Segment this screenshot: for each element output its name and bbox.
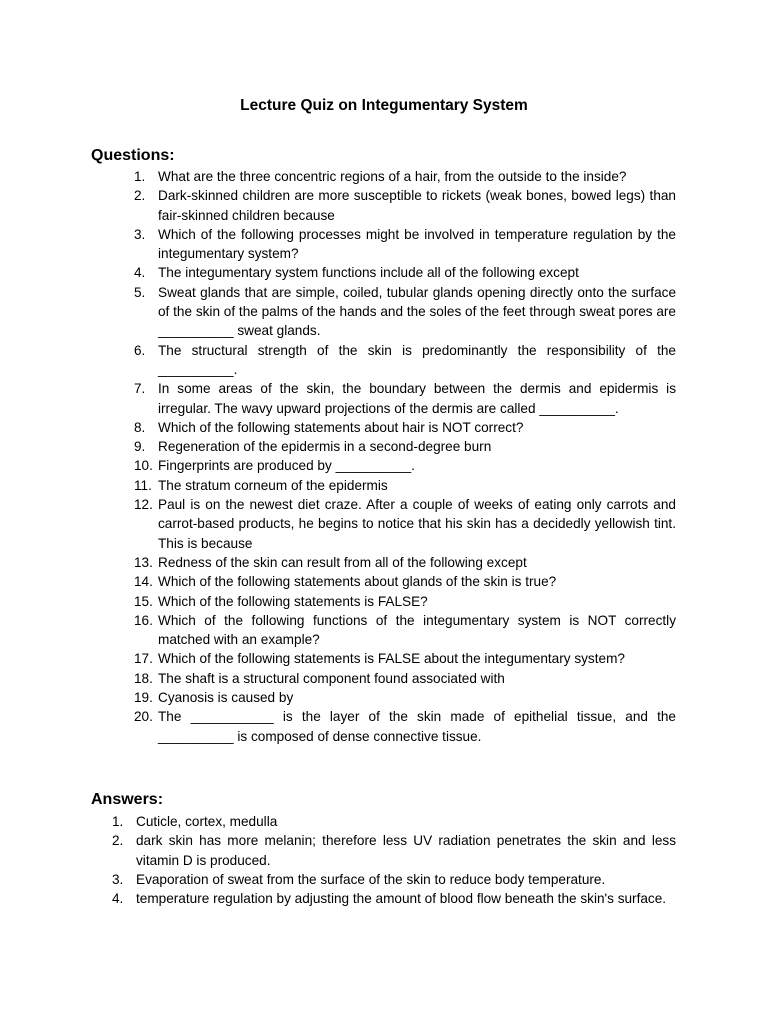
- answer-number: 4.: [112, 891, 124, 907]
- question-item: [0, 379, 768, 418]
- question-text: The shaft is a structural component found associated with: [158, 670, 505, 686]
- question-item: [0, 669, 768, 688]
- answers-heading: Answers:: [91, 791, 164, 808]
- answer-item: [0, 870, 768, 889]
- question-text: Redness of the skin can result from all of the following except: [158, 554, 527, 570]
- question-item: [0, 649, 768, 668]
- question-text: Sweat glands that are simple, coiled, tubular glands opening directly onto the surface of the skin of the palms of the hands and the soles of the feet through sweat pores are __________ sweat glands.: [158, 284, 676, 339]
- question-item: [0, 572, 768, 591]
- document-title: Lecture Quiz on Integumentary System: [240, 97, 528, 114]
- question-number: 13.: [134, 554, 153, 570]
- question-number: 14.: [134, 574, 153, 590]
- question-item: [0, 476, 768, 495]
- question-number: 17.: [134, 651, 153, 667]
- question-number: 4.: [134, 265, 146, 281]
- question-item: [0, 418, 768, 437]
- question-text: The structural strength of the skin is predominantly the responsibility of the __________.: [158, 342, 676, 377]
- answer-text: Cuticle, cortex, medulla: [136, 814, 278, 829]
- question-item: [0, 167, 768, 186]
- question-item: [0, 341, 768, 380]
- question-text: Which of the following statements is FALSE about the integumentary system?: [158, 651, 625, 667]
- question-item: [0, 611, 768, 650]
- question-item: [0, 283, 768, 341]
- question-item: [0, 456, 768, 475]
- question-number: 20.: [134, 709, 153, 725]
- question-text: What are the three concentric regions of a hair, from the outside to the inside?: [158, 169, 627, 184]
- question-item: [0, 688, 768, 707]
- question-text: Which of the following functions of the integumentary system is NOT correctly matched with an example?: [158, 612, 676, 648]
- question-number: 1.: [134, 169, 146, 184]
- answers-list: [0, 812, 768, 908]
- question-number: 12.: [134, 497, 153, 513]
- question-text: Cyanosis is caused by: [158, 690, 294, 706]
- question-item: [0, 495, 768, 553]
- questions-heading: Questions:: [91, 147, 175, 164]
- question-item: [0, 553, 768, 572]
- question-text: Which of the following statements about glands of the skin is true?: [158, 574, 557, 590]
- question-number: 7.: [134, 381, 146, 397]
- answer-text: temperature regulation by adjusting the amount of blood flow beneath the skin's surface.: [136, 891, 667, 907]
- question-text: Which of the following statements about hair is NOT correct?: [158, 419, 524, 435]
- question-text: The stratum corneum of the epidermis: [158, 477, 388, 493]
- question-item: [0, 707, 768, 746]
- question-number: 16.: [134, 612, 153, 628]
- answer-item: [0, 889, 768, 908]
- question-text: Fingerprints are produced by __________.: [158, 458, 415, 474]
- question-text: Regeneration of the epidermis in a second-degree burn: [158, 439, 492, 455]
- question-number: 3.: [134, 226, 146, 242]
- question-text: Paul is on the newest diet craze. After a couple of weeks of eating only carrots and carrot-based products, he begins to notice that his skin has a decidedly yellowish tint. This is because: [158, 497, 676, 551]
- question-number: 6.: [134, 342, 146, 358]
- question-number: 11.: [134, 477, 152, 493]
- question-number: 19.: [134, 690, 153, 706]
- question-item: [0, 225, 768, 264]
- question-text: In some areas of the skin, the boundary between the dermis and epidermis is irregular. The wavy upward projections of the dermis are called __________.: [158, 381, 676, 416]
- answer-item: [0, 831, 768, 870]
- question-number: 8.: [134, 419, 146, 435]
- answer-item: [0, 812, 768, 831]
- answer-number: 1.: [112, 814, 124, 829]
- question-number: 18.: [134, 670, 153, 686]
- answer-text: Evaporation of sweat from the surface of the skin to reduce body temperature.: [136, 871, 606, 887]
- question-text: Dark-skinned children are more susceptible to rickets (weak bones, bowed legs) than fair-skinned children because: [158, 188, 676, 223]
- question-item: [0, 186, 768, 225]
- answer-number: 2.: [112, 833, 124, 849]
- question-item: [0, 592, 768, 611]
- question-text: Which of the following processes might be involved in temperature regulation by the integumentary system?: [158, 226, 676, 262]
- answer-number: 3.: [112, 871, 124, 887]
- question-text: Which of the following statements is FALSE?: [158, 593, 428, 609]
- questions-list: [0, 167, 768, 746]
- question-number: 5.: [134, 284, 146, 300]
- question-text: The ___________ is the layer of the skin made of epithelial tissue, and the __________ is composed of dense connective tissue.: [158, 709, 676, 744]
- question-number: 10.: [134, 458, 153, 474]
- question-item: [0, 263, 768, 282]
- question-number: 15.: [134, 593, 153, 609]
- question-number: 9.: [134, 439, 146, 455]
- question-number: 2.: [134, 188, 146, 204]
- question-text: The integumentary system functions include all of the following except: [158, 265, 579, 281]
- answer-text: dark skin has more melanin; therefore less UV radiation penetrates the skin and less vitamin D is produced.: [136, 833, 676, 868]
- question-item: [0, 437, 768, 456]
